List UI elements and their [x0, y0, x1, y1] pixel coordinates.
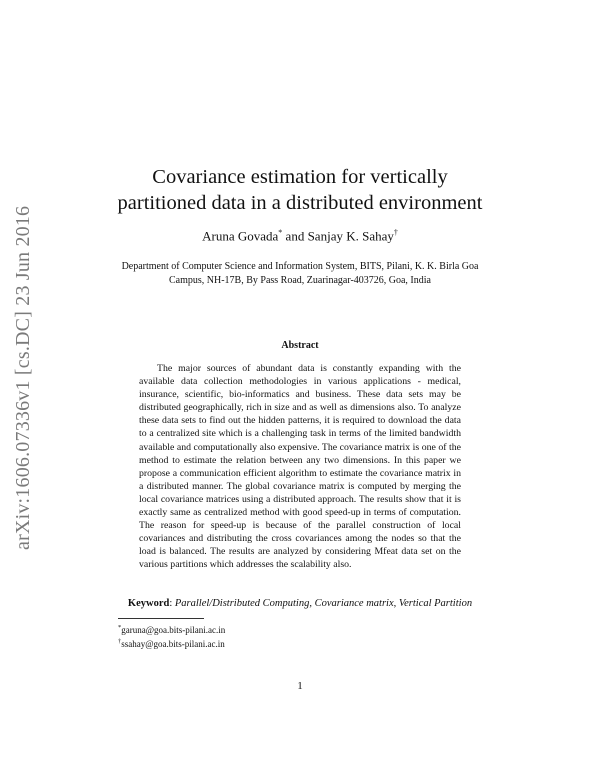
author-1-footnote-mark: * [278, 228, 283, 237]
abstract-paragraph: The major sources of abundant data is constantly expanding with the available data collection methodologies in various applications - medical, insurance, scientific, bio-informatics and business. These data sets may be distributed geographically, rich in size and as well as dimensions also. To analyze these data sets to find out the hidden patterns, it is required to download the data to a centralized site which is a challenging task in terms of the limited bandwidth available and computationally also expensive. The covariance matrix is one of the method to estimate the relation between any two dimensions. In this paper we propose a communication efficient algorithm to estimate the covariance matrix in a distributed manner. The global covariance matrix is computed by merging the local covariance matrices using a distributed approach. The results show that it is exactly same as centralized method with good speed-up in terms of computation. The reason for speed-up is because of the parallel construction of local covariances and distributing the cross covariances among the nodes so that the load is balanced. The results are analyzed by considering Mfeat data set on the various partitions which addresses the scalability also. [139, 363, 461, 571]
abstract-heading: Abstract [281, 340, 319, 351]
keywords [100, 598, 500, 609]
keyword-separator: : [169, 598, 175, 609]
affiliation-line-2: Campus, NH-17B, By Pass Road, Zuarinagar-403726, Goa, India [169, 275, 431, 286]
keyword-values: Parallel/Distributed Computing, Covariance matrix, Vertical Partition [174, 598, 473, 609]
footnote-2-email: ssahay@goa.bits-pilani.ac.in [121, 639, 225, 649]
author-name-1: Aruna Govada [202, 228, 279, 244]
author-connector: and [282, 228, 308, 244]
title-line-1: Covariance estimation for vertically [152, 166, 448, 188]
author-2-footnote-mark: † [393, 228, 398, 237]
footnotes [118, 622, 225, 650]
keyword-label: Keyword [127, 598, 170, 609]
paper-title [60, 164, 540, 216]
affiliation-line-1: Department of Computer Science and Information System, BITS, Pilani, K. K. Birla Goa [121, 261, 479, 272]
author-name-2: Sanjay K. Sahay [307, 228, 394, 244]
arxiv-identifier: arXiv:1606.07336v1 [cs.DC] 23 Jun 2016 [12, 205, 34, 550]
page-number: 1 [297, 680, 303, 692]
footnote-1-email: garuna@goa.bits-pilani.ac.in [121, 625, 226, 635]
affiliation [100, 260, 500, 288]
footnote-2-mark: † [118, 638, 122, 645]
footnote-2 [118, 636, 225, 650]
title-line-2: partitioned data in a distributed environment [117, 192, 483, 214]
footnote-1 [118, 622, 225, 636]
footnote-1-mark: * [118, 624, 122, 631]
abstract-body [139, 362, 461, 572]
footnote-divider [118, 618, 204, 619]
author-list [100, 228, 500, 244]
